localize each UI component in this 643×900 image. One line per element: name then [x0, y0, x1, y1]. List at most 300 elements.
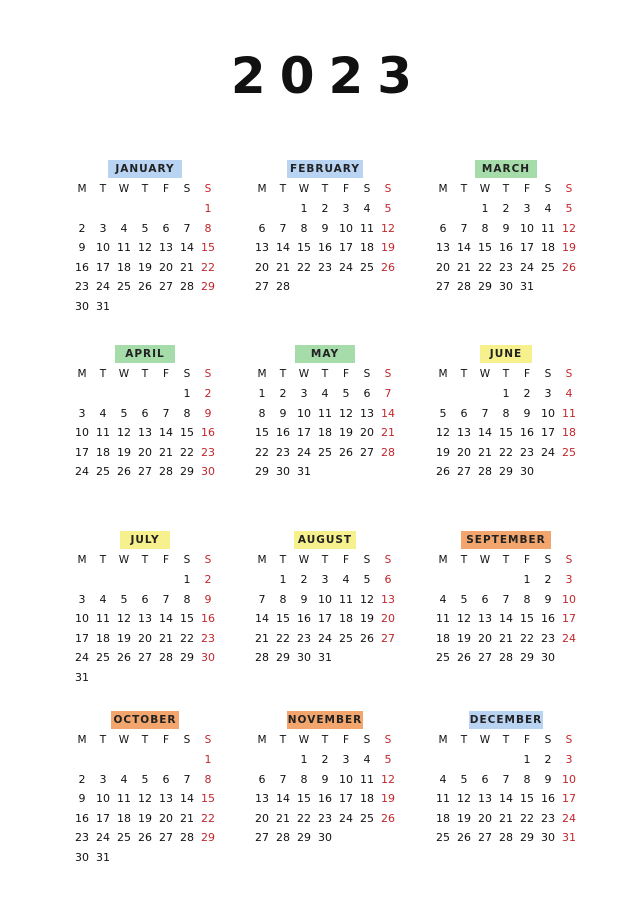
day-cell: 20: [255, 260, 269, 274]
day-cell: 18: [562, 426, 576, 439]
day-cell: 29: [201, 280, 215, 293]
day-cell: 19: [381, 241, 395, 254]
day-cell: 20: [478, 631, 492, 645]
day-cell: 23: [541, 811, 555, 825]
day-cell: 30: [297, 651, 311, 664]
day-cell: 26: [339, 445, 353, 459]
day-cell: 11: [117, 792, 131, 805]
weekday-header: S: [565, 183, 573, 195]
day-cell: 19: [381, 792, 395, 805]
month-august: [252, 531, 402, 706]
day-cell: 6: [258, 221, 266, 235]
day-cell: 14: [159, 426, 173, 439]
weekday-header: T: [99, 554, 107, 566]
day-cell: 3: [78, 406, 86, 420]
day-cell: 10: [562, 592, 576, 606]
day-cell: 24: [339, 260, 353, 274]
day-cell: 15: [297, 241, 311, 254]
day-cell: 3: [78, 592, 86, 606]
day-cell: 9: [544, 772, 552, 786]
day-cell: 28: [276, 831, 290, 844]
day-cell: 24: [297, 445, 311, 459]
day-cell: 25: [96, 651, 110, 664]
day-cell: 11: [117, 241, 131, 254]
day-cell: 2: [321, 753, 329, 766]
day-cell: 24: [520, 260, 534, 274]
day-cell: 23: [520, 445, 534, 459]
day-cell: 24: [339, 811, 353, 825]
day-cell: 5: [120, 592, 128, 606]
day-cell: 15: [520, 612, 534, 625]
month-label: APRIL: [115, 345, 175, 363]
day-cell: 9: [78, 241, 86, 254]
weekday-header: S: [384, 734, 392, 746]
day-cell: 30: [520, 465, 534, 478]
day-cell: 11: [360, 772, 374, 786]
day-cell: 1: [502, 387, 510, 400]
month-may: [252, 345, 402, 520]
weekday-header: M: [438, 183, 448, 195]
day-cell: 16: [201, 426, 215, 439]
day-cell: 17: [96, 260, 110, 274]
day-cell: 22: [255, 445, 269, 459]
weekday-header: F: [523, 734, 531, 746]
day-cell: 8: [300, 221, 308, 235]
day-cell: 18: [117, 260, 131, 274]
day-cell: 1: [204, 753, 212, 766]
month-label: JANUARY: [108, 160, 182, 178]
month-label: AUGUST: [294, 531, 356, 549]
month-april: [72, 345, 222, 520]
weekday-header: F: [162, 554, 170, 566]
day-cell: 24: [562, 811, 576, 825]
month-label: MAY: [295, 345, 355, 363]
day-cell: 29: [478, 280, 492, 293]
day-cell: 26: [360, 631, 374, 645]
day-cell: 17: [318, 612, 332, 625]
day-cell: 6: [439, 221, 447, 235]
weekday-header: S: [204, 554, 212, 566]
weekday-header: S: [544, 368, 552, 380]
day-cell: 11: [96, 612, 110, 625]
month-label: SEPTEMBER: [461, 531, 551, 549]
day-cell: 31: [297, 465, 311, 478]
weekday-header: F: [162, 734, 170, 746]
day-cell: 16: [75, 811, 89, 825]
day-cell: 4: [439, 592, 447, 606]
day-cell: 19: [117, 631, 131, 645]
day-cell: 20: [138, 631, 152, 645]
day-cell: 4: [321, 387, 329, 400]
weekday-header: S: [363, 734, 371, 746]
weekday-header: F: [342, 734, 350, 746]
weekday-header: W: [118, 368, 130, 380]
day-cell: 19: [457, 811, 471, 825]
weekday-header: M: [438, 368, 448, 380]
weekday-header: S: [363, 183, 371, 195]
year-title: 2023: [230, 47, 427, 105]
day-cell: 1: [481, 202, 489, 215]
day-cell: 2: [279, 387, 287, 400]
day-cell: 2: [502, 202, 510, 215]
month-label: NOVEMBER: [287, 711, 363, 729]
day-cell: 28: [276, 280, 290, 293]
day-cell: 8: [258, 406, 266, 420]
day-cell: 13: [478, 792, 492, 805]
day-cell: 22: [297, 811, 311, 825]
day-cell: 23: [201, 445, 215, 459]
day-cell: 18: [318, 426, 332, 439]
weekday-header: T: [460, 368, 468, 380]
day-cell: 22: [499, 445, 513, 459]
day-cell: 21: [457, 260, 471, 274]
day-cell: 10: [75, 426, 89, 439]
day-cell: 17: [562, 792, 576, 805]
day-cell: 10: [96, 792, 110, 805]
day-cell: 7: [279, 772, 287, 786]
day-cell: 28: [159, 465, 173, 478]
day-cell: 8: [279, 592, 287, 606]
day-cell: 2: [204, 573, 212, 586]
day-cell: 3: [565, 753, 573, 766]
weekday-header: S: [183, 368, 191, 380]
day-cell: 14: [255, 612, 269, 625]
day-cell: 25: [541, 260, 555, 274]
day-cell: 23: [297, 631, 311, 645]
weekday-header: F: [523, 183, 531, 195]
day-cell: 30: [318, 831, 332, 844]
day-cell: 18: [96, 631, 110, 645]
day-cell: 6: [162, 221, 170, 235]
day-cell: 4: [565, 387, 573, 400]
day-cell: 27: [138, 651, 152, 664]
day-cell: 5: [141, 772, 149, 786]
day-cell: 30: [75, 850, 89, 864]
day-cell: 25: [436, 651, 450, 664]
day-cell: 10: [339, 772, 353, 786]
weekday-header: W: [298, 368, 310, 380]
day-cell: 7: [502, 772, 510, 786]
day-cell: 27: [436, 280, 450, 293]
day-cell: 28: [381, 445, 395, 459]
day-cell: 20: [138, 445, 152, 459]
day-cell: 24: [75, 651, 89, 664]
day-cell: 13: [159, 241, 173, 254]
day-cell: 13: [381, 592, 395, 606]
day-cell: 8: [300, 772, 308, 786]
day-cell: 30: [75, 299, 89, 313]
day-cell: 19: [360, 612, 374, 625]
day-cell: 30: [276, 465, 290, 478]
day-cell: 11: [318, 406, 332, 420]
weekday-header: M: [438, 734, 448, 746]
day-cell: 21: [159, 631, 173, 645]
day-cell: 7: [279, 221, 287, 235]
day-cell: 28: [159, 651, 173, 664]
day-cell: 7: [183, 772, 191, 786]
day-cell: 4: [120, 221, 128, 235]
day-cell: 26: [436, 465, 450, 478]
day-cell: 13: [159, 792, 173, 805]
day-cell: 15: [276, 612, 290, 625]
day-cell: 18: [541, 241, 555, 254]
day-cell: 24: [318, 631, 332, 645]
day-cell: 4: [99, 592, 107, 606]
weekday-header: T: [279, 183, 287, 195]
day-cell: 1: [279, 573, 287, 586]
day-cell: 16: [541, 792, 555, 805]
day-cell: 19: [562, 241, 576, 254]
day-cell: 25: [360, 260, 374, 274]
day-cell: 22: [201, 260, 215, 274]
day-cell: 27: [478, 651, 492, 664]
weekday-header: W: [298, 554, 310, 566]
day-cell: 30: [541, 651, 555, 664]
day-cell: 29: [180, 465, 194, 478]
weekday-header: T: [99, 183, 107, 195]
weekday-header: S: [544, 554, 552, 566]
day-cell: 6: [258, 772, 266, 786]
day-cell: 27: [138, 465, 152, 478]
day-cell: 4: [544, 202, 552, 215]
day-cell: 12: [138, 241, 152, 254]
day-cell: 20: [360, 426, 374, 439]
day-cell: 21: [255, 631, 269, 645]
day-cell: 8: [183, 592, 191, 606]
weekday-header: W: [479, 183, 491, 195]
day-cell: 5: [342, 387, 350, 400]
day-cell: 11: [339, 592, 353, 606]
day-cell: 30: [201, 651, 215, 664]
day-cell: 14: [180, 792, 194, 805]
day-cell: 9: [321, 221, 329, 235]
day-cell: 15: [201, 241, 215, 254]
month-september: [433, 531, 583, 706]
day-cell: 29: [180, 651, 194, 664]
day-cell: 4: [342, 573, 350, 586]
day-cell: 1: [523, 573, 531, 586]
day-cell: 9: [78, 792, 86, 805]
day-cell: 26: [457, 651, 471, 664]
day-cell: 1: [258, 387, 266, 400]
weekday-header: S: [204, 368, 212, 380]
day-cell: 17: [562, 612, 576, 625]
weekday-header: S: [565, 368, 573, 380]
day-cell: 24: [96, 831, 110, 844]
day-cell: 25: [117, 280, 131, 293]
day-cell: 16: [520, 426, 534, 439]
weekday-header: M: [257, 554, 267, 566]
day-cell: 16: [541, 612, 555, 625]
day-cell: 10: [75, 612, 89, 625]
day-cell: 22: [201, 811, 215, 825]
day-cell: 14: [276, 241, 290, 254]
day-cell: 19: [138, 260, 152, 274]
weekday-header: T: [502, 554, 510, 566]
day-cell: 8: [481, 221, 489, 235]
day-cell: 30: [541, 831, 555, 844]
day-cell: 12: [562, 221, 576, 235]
month-november: [252, 711, 402, 886]
weekday-header: M: [438, 554, 448, 566]
weekday-header: S: [384, 554, 392, 566]
month-july: [72, 531, 222, 706]
day-cell: 25: [562, 445, 576, 459]
day-cell: 21: [381, 426, 395, 439]
day-cell: 17: [541, 426, 555, 439]
day-cell: 16: [297, 612, 311, 625]
weekday-header: W: [479, 734, 491, 746]
day-cell: 7: [460, 221, 468, 235]
day-cell: 24: [75, 465, 89, 478]
weekday-header: S: [384, 183, 392, 195]
day-cell: 7: [162, 406, 170, 420]
day-cell: 3: [321, 573, 329, 586]
day-cell: 15: [201, 792, 215, 805]
day-cell: 13: [255, 792, 269, 805]
day-cell: 7: [481, 406, 489, 420]
day-cell: 15: [180, 426, 194, 439]
day-cell: 12: [381, 221, 395, 235]
day-cell: 31: [96, 850, 110, 864]
day-cell: 14: [180, 241, 194, 254]
day-cell: 9: [523, 406, 531, 420]
weekday-header: S: [204, 183, 212, 195]
day-cell: 10: [339, 221, 353, 235]
day-cell: 22: [520, 811, 534, 825]
day-cell: 4: [99, 406, 107, 420]
day-cell: 2: [523, 387, 531, 400]
day-cell: 10: [520, 221, 534, 235]
day-cell: 24: [562, 631, 576, 645]
day-cell: 16: [75, 260, 89, 274]
day-cell: 15: [520, 792, 534, 805]
weekday-header: S: [183, 554, 191, 566]
weekday-header: F: [523, 368, 531, 380]
day-cell: 11: [541, 221, 555, 235]
day-cell: 20: [381, 612, 395, 625]
month-label: MARCH: [475, 160, 537, 178]
day-cell: 14: [499, 792, 513, 805]
weekday-header: T: [141, 554, 149, 566]
day-cell: 9: [204, 592, 212, 606]
weekday-header: T: [460, 554, 468, 566]
day-cell: 23: [276, 445, 290, 459]
day-cell: 20: [436, 260, 450, 274]
day-cell: 29: [201, 831, 215, 844]
weekday-header: S: [565, 734, 573, 746]
day-cell: 14: [499, 612, 513, 625]
month-february: [252, 160, 402, 335]
day-cell: 4: [363, 202, 371, 215]
weekday-header: S: [565, 554, 573, 566]
day-cell: 20: [159, 811, 173, 825]
day-cell: 7: [183, 221, 191, 235]
day-cell: 5: [460, 592, 468, 606]
day-cell: 28: [478, 465, 492, 478]
weekday-header: S: [363, 368, 371, 380]
day-cell: 24: [96, 280, 110, 293]
day-cell: 3: [544, 387, 552, 400]
weekday-header: T: [321, 183, 329, 195]
day-cell: 3: [523, 202, 531, 215]
day-cell: 19: [339, 426, 353, 439]
day-cell: 4: [120, 772, 128, 786]
day-cell: 13: [360, 406, 374, 420]
day-cell: 31: [318, 651, 332, 664]
day-cell: 3: [300, 387, 308, 400]
day-cell: 11: [360, 221, 374, 235]
day-cell: 6: [384, 573, 392, 586]
day-cell: 25: [436, 831, 450, 844]
day-cell: 14: [381, 406, 395, 420]
day-cell: 8: [183, 406, 191, 420]
day-cell: 15: [297, 792, 311, 805]
day-cell: 16: [499, 241, 513, 254]
weekday-header: T: [279, 368, 287, 380]
day-cell: 14: [478, 426, 492, 439]
weekday-header: S: [204, 734, 212, 746]
day-cell: 18: [117, 811, 131, 825]
day-cell: 24: [541, 445, 555, 459]
day-cell: 31: [562, 831, 576, 844]
day-cell: 17: [520, 241, 534, 254]
weekday-header: F: [342, 368, 350, 380]
day-cell: 25: [318, 445, 332, 459]
day-cell: 26: [138, 280, 152, 293]
day-cell: 22: [180, 445, 194, 459]
month-march: [433, 160, 583, 335]
weekday-header: M: [77, 183, 87, 195]
day-cell: 23: [201, 631, 215, 645]
day-cell: 6: [162, 772, 170, 786]
day-cell: 1: [300, 202, 308, 215]
day-cell: 10: [562, 772, 576, 786]
day-cell: 17: [96, 811, 110, 825]
day-cell: 15: [478, 241, 492, 254]
month-january: [72, 160, 222, 335]
day-cell: 5: [120, 406, 128, 420]
day-cell: 20: [159, 260, 173, 274]
day-cell: 12: [117, 612, 131, 625]
day-cell: 5: [384, 753, 392, 766]
day-cell: 26: [381, 811, 395, 825]
day-cell: 15: [180, 612, 194, 625]
weekday-header: F: [523, 554, 531, 566]
day-cell: 12: [457, 792, 471, 805]
day-cell: 17: [339, 792, 353, 805]
day-cell: 26: [457, 831, 471, 844]
day-cell: 20: [478, 811, 492, 825]
day-cell: 26: [117, 651, 131, 664]
month-label: JUNE: [480, 345, 532, 363]
day-cell: 13: [138, 426, 152, 439]
day-cell: 28: [255, 651, 269, 664]
day-cell: 8: [204, 772, 212, 786]
weekday-header: T: [99, 368, 107, 380]
day-cell: 31: [96, 299, 110, 313]
weekday-header: T: [321, 554, 329, 566]
day-cell: 25: [96, 465, 110, 478]
day-cell: 26: [138, 831, 152, 844]
day-cell: 12: [138, 792, 152, 805]
weekday-header: M: [77, 734, 87, 746]
day-cell: 18: [96, 445, 110, 459]
day-cell: 27: [159, 831, 173, 844]
day-cell: 8: [523, 592, 531, 606]
day-cell: 12: [436, 426, 450, 439]
day-cell: 10: [96, 241, 110, 254]
